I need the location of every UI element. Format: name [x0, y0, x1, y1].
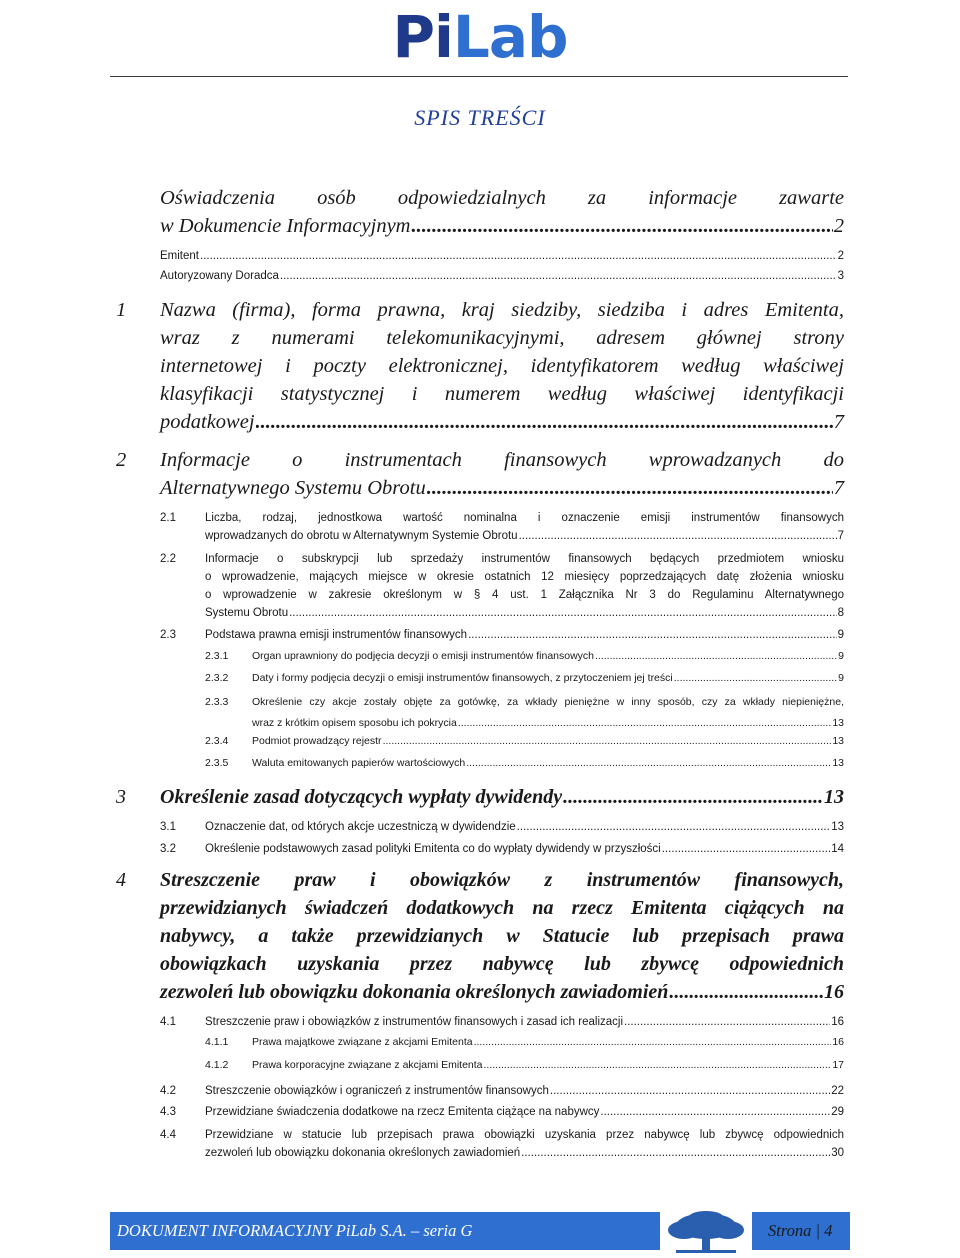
toc-entry-text-cont: o wprowadzenie w zakresie określonym w § 4 ust. 1 Załącznika Nr 3 do Regulaminu Alternatywnego: [205, 589, 844, 601]
dot-leader: [200, 247, 837, 265]
toc-entry-2-2[interactable]: [160, 550, 844, 622]
toc-section-number: 1: [116, 299, 127, 321]
toc-entry-text-cont: wprowadzanych do obrotu w Alternatywnym Systemie Obrotu: [205, 530, 518, 542]
page-title: SPIS TREŚCI: [414, 105, 546, 130]
toc-section-number: 2.3.1: [205, 650, 229, 662]
dot-leader: [669, 978, 823, 1006]
toc-section-number: 3: [116, 786, 126, 808]
toc-entry-text-cont: wraz z numerami telekomunikacyjnymi, adresem głównej strony: [160, 327, 844, 349]
toc-section-number: 2.3: [160, 629, 176, 641]
toc-page-number: 16: [824, 981, 844, 1003]
toc-page-number: 2: [833, 215, 844, 237]
toc-section-number: 3.2: [160, 843, 176, 855]
toc-entry-2-3-4[interactable]: [205, 733, 844, 750]
toc-section-number: 2.2: [160, 553, 176, 565]
header-divider: [110, 76, 848, 77]
toc-section-number: 2.3.2: [205, 672, 229, 684]
toc-entry-oswiadczenia[interactable]: [160, 184, 844, 240]
toc-entry-text: Autoryzowany Doradca: [160, 270, 279, 282]
toc-entry-4-2[interactable]: [160, 1082, 844, 1100]
toc-entry-text-cont: zezwoleń lub obowiązku dokonania określonych zawiadomień: [160, 981, 669, 1003]
toc-entry-text-cont: przewidzianych świadczeń dodatkowych na rzecz Emitenta ciążących na: [160, 897, 844, 919]
toc-entry-text-cont: podatkowej: [160, 411, 255, 433]
toc-entry-text: Streszczenie obowiązków i ograniczeń z instrumentów finansowych: [205, 1085, 549, 1097]
toc-page-number: 13: [832, 717, 844, 729]
dot-leader: [674, 670, 837, 687]
toc-page-number: 16: [832, 1036, 844, 1048]
toc-page-number: 7: [833, 477, 844, 499]
toc-page-number: 13: [824, 786, 844, 808]
toc-entry-text-cont: Systemu Obrotu: [205, 607, 289, 619]
toc-entry-text-cont: zezwoleń lub obowiązku dokonania określonych zawiadomień: [205, 1147, 521, 1159]
toc-entry-4-3[interactable]: [160, 1103, 844, 1121]
toc-section-number: 2.3.4: [205, 735, 229, 747]
toc-section-number: 4.2: [160, 1085, 176, 1097]
toc-section-number: 4: [116, 869, 126, 891]
toc-page-number: 9: [838, 672, 844, 684]
toc-entry-text: Podmiot prowadzący rejestr: [252, 735, 382, 747]
dot-leader: [563, 783, 823, 811]
toc-entry-4-1-2[interactable]: [205, 1057, 844, 1074]
toc-entry-2-1[interactable]: [160, 509, 844, 545]
tree-icon: [660, 1210, 752, 1256]
toc-section-number: 2.3.3: [205, 696, 229, 708]
dot-leader: [383, 733, 832, 750]
dot-leader: [474, 1034, 832, 1051]
toc-section-number: 4.1.1: [205, 1036, 229, 1048]
toc-page-number: 3: [837, 270, 844, 282]
toc-entry-doradca[interactable]: [160, 267, 844, 285]
dot-leader: [484, 1057, 832, 1074]
toc-entry-section-1[interactable]: [116, 296, 844, 436]
toc-entry-text-cont: Alternatywnego Systemu Obrotu: [160, 477, 426, 499]
toc-entry-2-3-2[interactable]: [205, 670, 844, 687]
toc-entry-text: Oświadczenia osób odpowiedzialnych za informacje zawarte: [160, 187, 844, 209]
dot-leader: [517, 818, 831, 836]
toc-section-number: 3.1: [160, 821, 176, 833]
toc-entry-text: Podstawa prawna emisji instrumentów finansowych: [205, 629, 468, 641]
dot-leader: [624, 1013, 830, 1031]
toc-entry-4-1[interactable]: [160, 1013, 844, 1031]
toc-entry-text: Nazwa (firma), forma prawna, kraj siedziby, siedziba i adres Emitenta,: [160, 299, 844, 321]
dot-leader: [519, 527, 837, 545]
dot-leader: [427, 474, 833, 502]
toc-entry-3-2[interactable]: [160, 840, 844, 858]
dot-leader: [600, 1103, 830, 1121]
dot-leader: [458, 713, 831, 734]
dot-leader: [289, 604, 837, 622]
logo-part-pi: Pi: [392, 3, 453, 71]
toc-entry-text: Liczba, rodzaj, jednostkowa wartość nominalna i oznaczenie emisji instrumentów finansowych: [205, 512, 844, 524]
dot-leader: [468, 626, 837, 644]
toc-entry-section-2[interactable]: [116, 446, 844, 502]
toc-page-number: 9: [837, 629, 844, 641]
toc-page-number: 22: [831, 1085, 844, 1097]
toc-page-number: 13: [831, 821, 844, 833]
dot-leader: [280, 267, 837, 285]
toc-page-number: 8: [837, 607, 844, 619]
toc-entry-text-cont: wraz z krótkim opisem sposobu ich pokrycia: [252, 717, 457, 729]
toc-entry-text: Organ uprawniony do podjęcia decyzji o emisji instrumentów finansowych: [252, 650, 595, 662]
toc-entry-3-1[interactable]: [160, 818, 844, 836]
dot-leader: [466, 755, 831, 772]
toc-entry-section-4[interactable]: [116, 866, 844, 1006]
toc-entry-text: Określenie zasad dotyczących wypłaty dywidendy: [160, 786, 563, 808]
toc-entry-2-3-5[interactable]: [205, 755, 844, 772]
toc-entry-text-cont: internetowej i poczty elektronicznej, identyfikatorem według właściwej: [160, 355, 844, 377]
toc-page-number: 2: [837, 250, 844, 262]
toc-page-number: 13: [832, 757, 844, 769]
toc-section-number: 4.3: [160, 1106, 176, 1118]
toc-section-number: 2.3.5: [205, 757, 229, 769]
toc-entry-emitent[interactable]: [160, 247, 844, 265]
toc-entry-text: Informacje o instrumentach finansowych wprowadzanych do: [160, 449, 844, 471]
toc-entry-text: Przewidziane świadczenia dodatkowe na rzecz Emitenta ciążące na nabywcy: [205, 1106, 600, 1118]
footer-page-number: Strona | 4: [768, 1221, 833, 1240]
toc-page-number: 9: [838, 650, 844, 662]
toc-entry-2-3-1[interactable]: [205, 648, 844, 665]
logo-part-lab: Lab: [452, 3, 568, 71]
dot-leader: [550, 1082, 830, 1100]
toc-entry-text-cont: w Dokumencie Informacyjnym: [160, 215, 411, 237]
toc-page-number: 14: [831, 843, 844, 855]
toc-entry-text: Streszczenie praw i obowiązków z instrumentów finansowych i zasad ich realizacji: [205, 1016, 624, 1028]
toc-entry-text: Określenie podstawowych zasad polityki Emitenta co do wypłaty dywidendy w przyszłości: [205, 843, 661, 855]
toc-page-number: 17: [832, 1059, 844, 1071]
toc-entry-2-3-3[interactable]: [205, 692, 844, 734]
toc-entry-text: Określenie czy akcje zostały objęte za gotówkę, za wkłady pieniężne w inny sposób, czy za wkłady niepieniężne,: [252, 696, 844, 708]
toc-entry-text: Streszczenie praw i obowiązków z instrumentów finansowych,: [160, 869, 844, 891]
toc-entry-text: Oznaczenie dat, od których akcje uczestniczą w dywidendzie: [205, 821, 516, 833]
footer-document-title: DOKUMENT INFORMACYJNY PiLab S.A. – seria G: [117, 1221, 473, 1240]
toc-page-number: 7: [837, 530, 844, 542]
dot-leader: [411, 212, 832, 240]
toc-section-number: 4.1.2: [205, 1059, 229, 1071]
toc-page-number: 13: [832, 735, 844, 747]
toc-entry-text: Waluta emitowanych papierów wartościowych: [252, 757, 466, 769]
toc-entry-text: Przewidziane w statucie lub przepisach prawa obowiązki uzyskania przez nabywcę lub zbywcę odpowiednich: [205, 1129, 844, 1141]
dot-leader: [256, 408, 833, 436]
toc-page-number: 16: [831, 1016, 844, 1028]
toc-entry-2-3[interactable]: [160, 626, 844, 644]
toc-entry-section-3[interactable]: [116, 783, 844, 811]
toc-page-number: 29: [831, 1106, 844, 1118]
toc-section-number: 2.1: [160, 512, 176, 524]
dot-leader: [662, 840, 830, 858]
toc-entry-text: Daty i formy podjęcia decyzji o emisji instrumentów finansowych, z przytoczeniem jej treści: [252, 672, 673, 684]
toc-entry-text: Prawa majątkowe związane z akcjami Emitenta: [252, 1036, 473, 1048]
pilab-logo: [0, 0, 960, 74]
toc-page-number: 7: [833, 411, 844, 433]
toc-section-number: 2: [116, 449, 127, 471]
toc-entry-text: Informacje o subskrypcji lub sprzedaży instrumentów finansowych będących przedmiotem wniosku: [205, 553, 844, 565]
dot-leader: [521, 1144, 830, 1162]
toc-entry-text-cont: klasyfikacji statystycznej i numerem według właściwej identyfikacji: [160, 383, 844, 405]
toc-page-number: 30: [831, 1147, 844, 1159]
toc-entry-4-1-1[interactable]: [205, 1034, 844, 1051]
toc-entry-4-4[interactable]: [160, 1126, 844, 1162]
toc-entry-text-cont: nabywcy, a także przewidzianych w Statucie lub przepisach prawa: [160, 925, 844, 947]
dot-leader: [595, 648, 837, 665]
toc-section-number: 4.1: [160, 1016, 176, 1028]
toc-entry-text-cont: obowiązkach uzyskania przez nabywcę lub zbywcę odpowiednich: [160, 953, 844, 975]
toc-entry-text: Emitent: [160, 250, 199, 262]
toc-section-number: 4.4: [160, 1129, 176, 1141]
toc-entry-text: Prawa korporacyjne związane z akcjami Emitenta: [252, 1059, 483, 1071]
toc-entry-text-cont: o wprowadzenie, mających miejsce w okresie ostatnich 12 miesięcy poprzedzających datę złożenia wniosku: [205, 571, 844, 583]
